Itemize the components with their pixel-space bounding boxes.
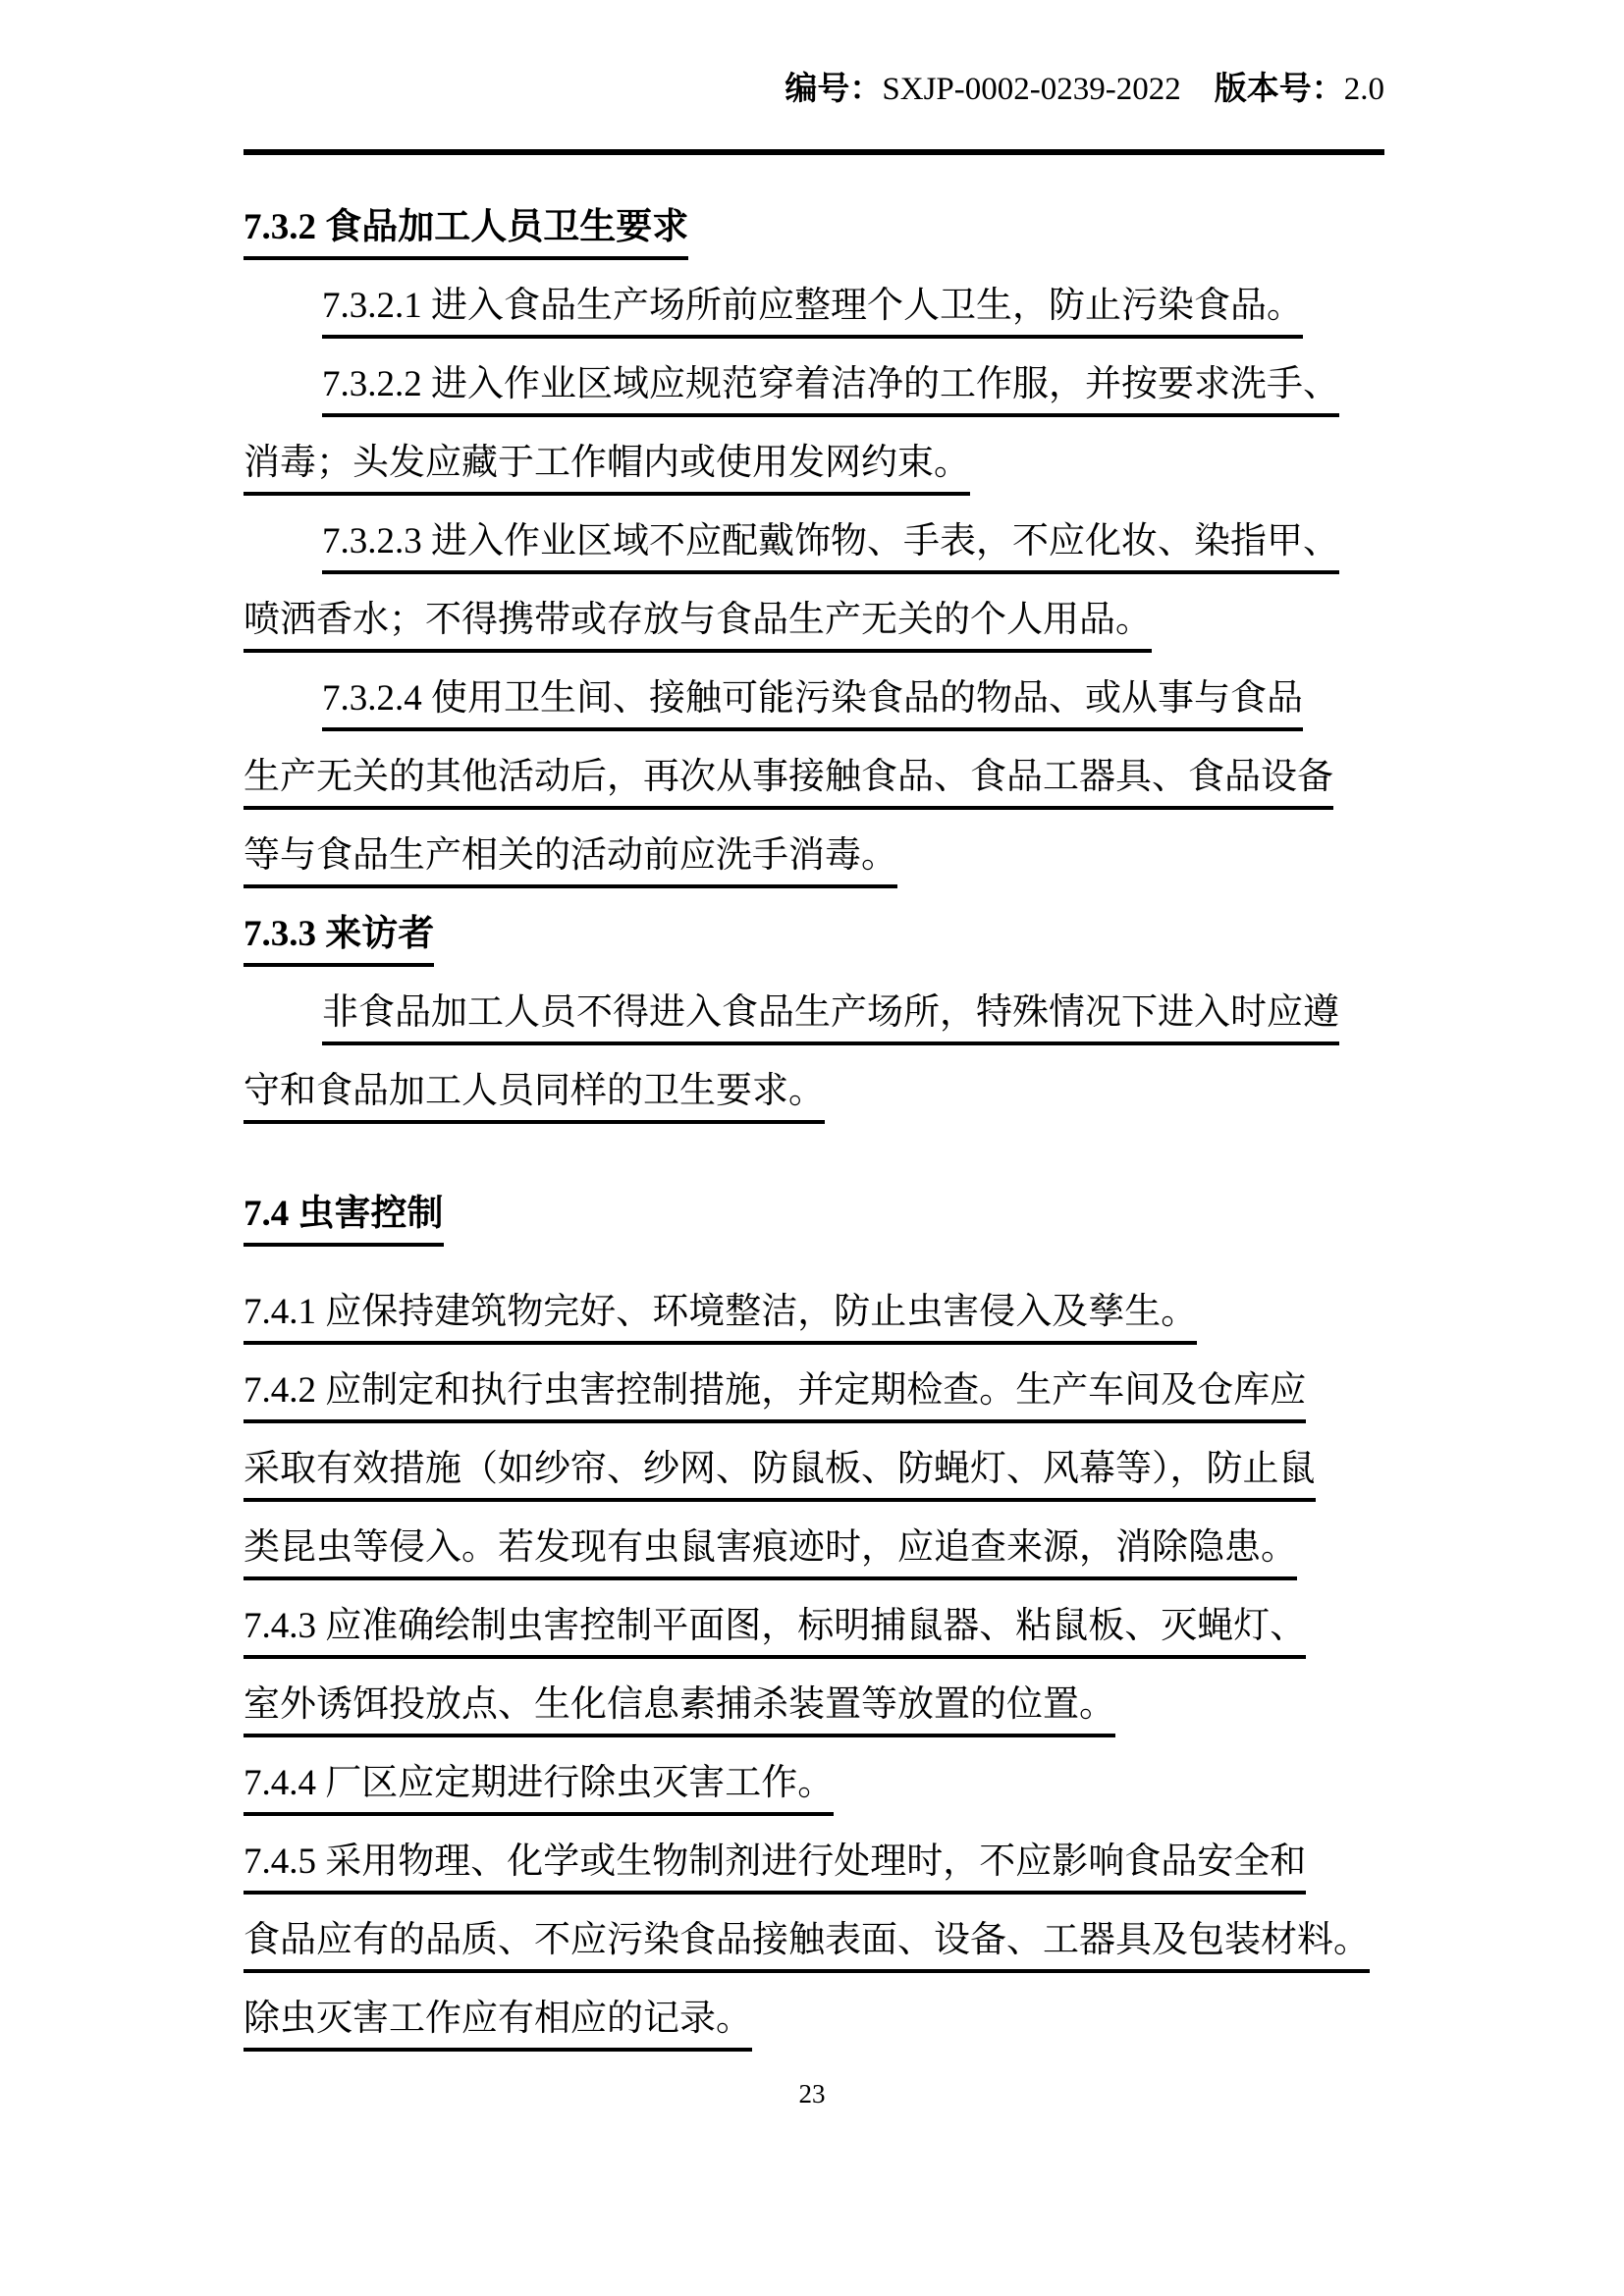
document-line [244,339,1384,417]
document-header [244,71,1384,110]
document-line [244,1895,1384,1973]
line-text: 7.3.2.1 进入食品生产场所前应整理个人卫生，防止污染食品。 [322,286,1303,339]
line-text: 生产无关的其他活动后，再次从事接触食品、食品工器具、食品设备 [244,757,1333,810]
line-text: 除虫灭害工作应有相应的记录。 [244,1999,752,2052]
line-text: 采取有效措施（如纱帘、纱网、防鼠板、防蝇灯、风幕等），防止鼠 [244,1449,1316,1502]
line-text: 7.4.4 厂区应定期进行除虫灭害工作。 [244,1763,834,1816]
header-code-value: SXJP-0002-0239-2022 [882,72,1181,107]
line-text: 等与食品生产相关的活动前应洗手消毒。 [244,835,897,888]
page-number: 23 [798,2079,826,2109]
document-line [244,260,1384,339]
line-text: 7.4.2 应制定和执行虫害控制措施，并定期检查。生产车间及仓库应 [244,1370,1306,1423]
line-text: 7.4 虫害控制 [244,1194,444,1247]
line-text: 7.4.5 采用物理、化学或生物制剂进行处理时，不应影响食品安全和 [244,1842,1306,1895]
header-divider-rule [244,149,1384,155]
document-line [244,496,1384,574]
document-line [244,810,1384,888]
header-version-value: 2.0 [1343,72,1384,107]
document-line [244,653,1384,731]
line-text: 7.3.2.3 进入作业区域不应配戴饰物、手表，不应化妆、染指甲、 [322,521,1339,574]
page-footer [0,2079,1624,2109]
header-code-label: 编号： [785,72,883,107]
document-line [244,1045,1384,1124]
document-line [244,1659,1384,1737]
header-version-label: 版本号： [1214,72,1344,107]
line-text: 室外诱饵投放点、生化信息素捕杀装置等放置的位置。 [244,1684,1115,1737]
document-line [244,1345,1384,1423]
line-text: 守和食品加工人员同样的卫生要求。 [244,1071,825,1124]
document-line [244,1973,1384,2052]
document-line [244,967,1384,1045]
document-line [244,574,1384,653]
line-text: 喷洒香水；不得携带或存放与食品生产无关的个人用品。 [244,600,1152,653]
document-line [244,888,1384,967]
document-body [244,182,1384,2052]
document-line [244,1737,1384,1816]
document-line [244,731,1384,810]
document-line [244,1816,1384,1895]
document-line [244,1266,1384,1345]
document-line [244,417,1384,496]
document-line [244,1502,1384,1580]
line-text: 7.3.2.4 使用卫生间、接触可能污染食品的物品、或从事与食品 [322,678,1303,731]
line-text: 7.4.1 应保持建筑物完好、环境整洁，防止虫害侵入及孳生。 [244,1292,1197,1345]
line-text: 7.3.2.2 进入作业区域应规范穿着洁净的工作服，并按要求洗手、 [322,364,1339,417]
document-line [244,1423,1384,1502]
line-text: 7.4.3 应准确绘制虫害控制平面图，标明捕鼠器、粘鼠板、灭蝇灯、 [244,1606,1306,1659]
line-text: 非食品加工人员不得进入食品生产场所，特殊情况下进入时应遵 [322,992,1339,1045]
line-text: 类昆虫等侵入。若发现有虫鼠害痕迹时，应追查来源，消除隐患。 [244,1527,1297,1580]
document-line [244,1168,1384,1247]
document-line [244,1580,1384,1659]
line-text: 消毒；头发应藏于工作帽内或使用发网约束。 [244,443,970,496]
line-text: 7.3.3 来访者 [244,914,434,967]
line-text: 7.3.2 食品加工人员卫生要求 [244,207,688,260]
line-text: 食品应有的品质、不应污染食品接触表面、设备、工器具及包装材料。 [244,1920,1370,1973]
document-line [244,182,1384,260]
